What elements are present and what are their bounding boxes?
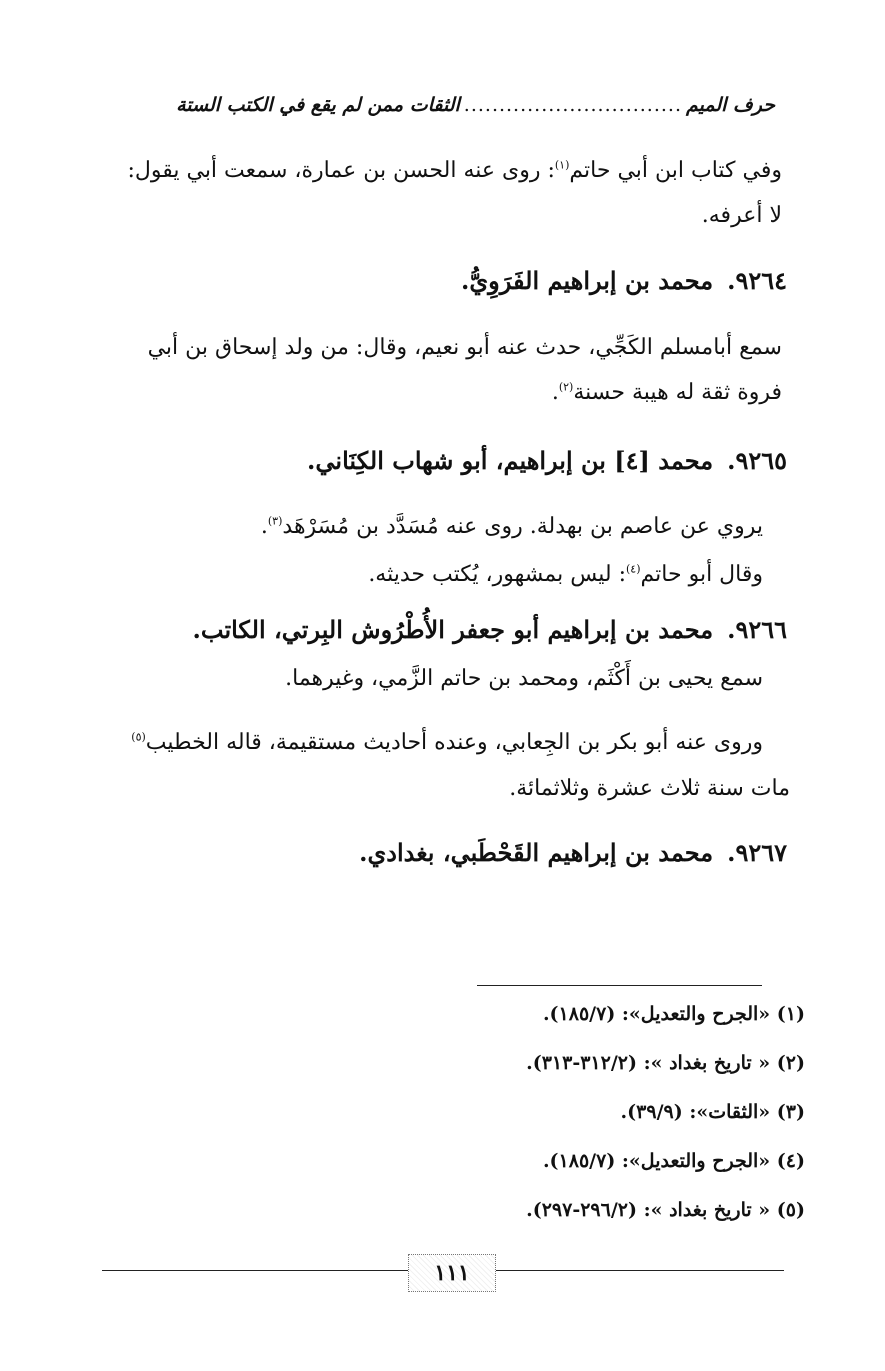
footnote-ref-1: (١)	[554, 158, 570, 172]
entry-heading-9266	[193, 615, 787, 644]
header-leader-dots: ...............................	[463, 94, 683, 116]
entry-9265-line-1	[261, 514, 763, 539]
entry-9266-line-2	[131, 730, 763, 755]
entry-name: محمد بن إبراهيم أبو جعفر الأُطْرُوش البِرتي، الكاتب.	[192, 615, 714, 644]
footnote-separator	[477, 985, 762, 986]
bottom-rule-right	[494, 1270, 784, 1271]
entry-number: ٩٢٦٧.	[727, 838, 787, 867]
entry-9265-line-2	[368, 562, 763, 587]
entry-name: محمد [٤] بن إبراهيم، أبو شهاب الكِنَاني.	[307, 446, 714, 475]
entry-number: ٩٢٦٥.	[727, 446, 787, 475]
entry-text-end: .	[260, 514, 268, 539]
entry-9264-line-2	[552, 380, 782, 405]
footnote-1: (١) «الجرح والتعديل»: (١٨٥/٧).	[542, 1003, 805, 1025]
footnote-ref-5: (٥)	[131, 730, 146, 744]
intro-text-b: : روى عنه الحسن بن عمارة، سمعت أبي يقول:	[127, 158, 555, 183]
bottom-rule-left	[102, 1270, 408, 1271]
entry-text-end: .	[551, 380, 559, 405]
footnote-ref-2: (٢)	[558, 380, 574, 394]
header-chapter-title: حرف الميم	[686, 94, 775, 116]
intro-line-2: لا أعرفه.	[701, 203, 782, 228]
running-header	[176, 94, 775, 116]
footnote-ref-4: (٤)	[626, 562, 641, 576]
entry-text: فروة ثقة له هيبة حسنة	[573, 380, 782, 405]
entry-number: ٩٢٦٦.	[727, 615, 787, 644]
intro-line-1	[127, 158, 782, 183]
entry-9266-line-1: سمع يحيى بن أَكْثَم، ومحمد بن حاتم الزَّمي، وغيرهما.	[285, 666, 763, 691]
footnote-ref-3: (٣)	[267, 514, 283, 528]
entry-text: وروى عنه أبو بكر بن الجِعابي، وعنده أحاديث مستقيمة، قاله الخطيب	[145, 730, 763, 755]
footnote-2: (٢) « تاريخ بغداد »: (٣١٢/٢-٣١٣).	[526, 1052, 805, 1074]
entry-name: محمد بن إبراهيم القَحْطَبي، بغدادي.	[359, 838, 714, 867]
entry-9264-line-1: سمع أبامسلم الكَجِّي، حدث عنه أبو نعيم، وقال: من ولد إسحاق بن أبي	[147, 335, 782, 360]
entry-heading-9264	[461, 266, 787, 295]
entry-heading-9267	[359, 838, 787, 867]
header-book-title: الثقات ممن لم يقع في الكتب الستة	[176, 94, 460, 116]
entry-text: يروي عن عاصم بن بهدلة. روى عنه مُسَدَّد بن مُسَرْهَد	[282, 514, 763, 539]
footnote-4: (٤) «الجرح والتعديل»: (١٨٥/٧).	[542, 1150, 805, 1172]
entry-name: محمد بن إبراهيم الفَرَوِيُّ.	[461, 266, 714, 295]
footnote-3: (٣) «الثقات»: (٣٩/٩).	[620, 1101, 805, 1123]
page-number: ١١١	[408, 1254, 496, 1292]
entry-9266-line-3: مات سنة ثلاث عشرة وثلاثمائة.	[509, 776, 790, 801]
intro-text-a: وفي كتاب ابن أبي حاتم	[569, 158, 782, 183]
entry-text-end: : ليس بمشهور، يُكتب حديثه.	[368, 562, 626, 587]
entry-text: وقال أبو حاتم	[640, 562, 763, 587]
entry-number: ٩٢٦٤.	[727, 266, 787, 295]
footnote-5: (٥) « تاريخ بغداد »: (٢٩٦/٢-٢٩٧).	[526, 1199, 805, 1221]
entry-heading-9265	[307, 446, 787, 475]
